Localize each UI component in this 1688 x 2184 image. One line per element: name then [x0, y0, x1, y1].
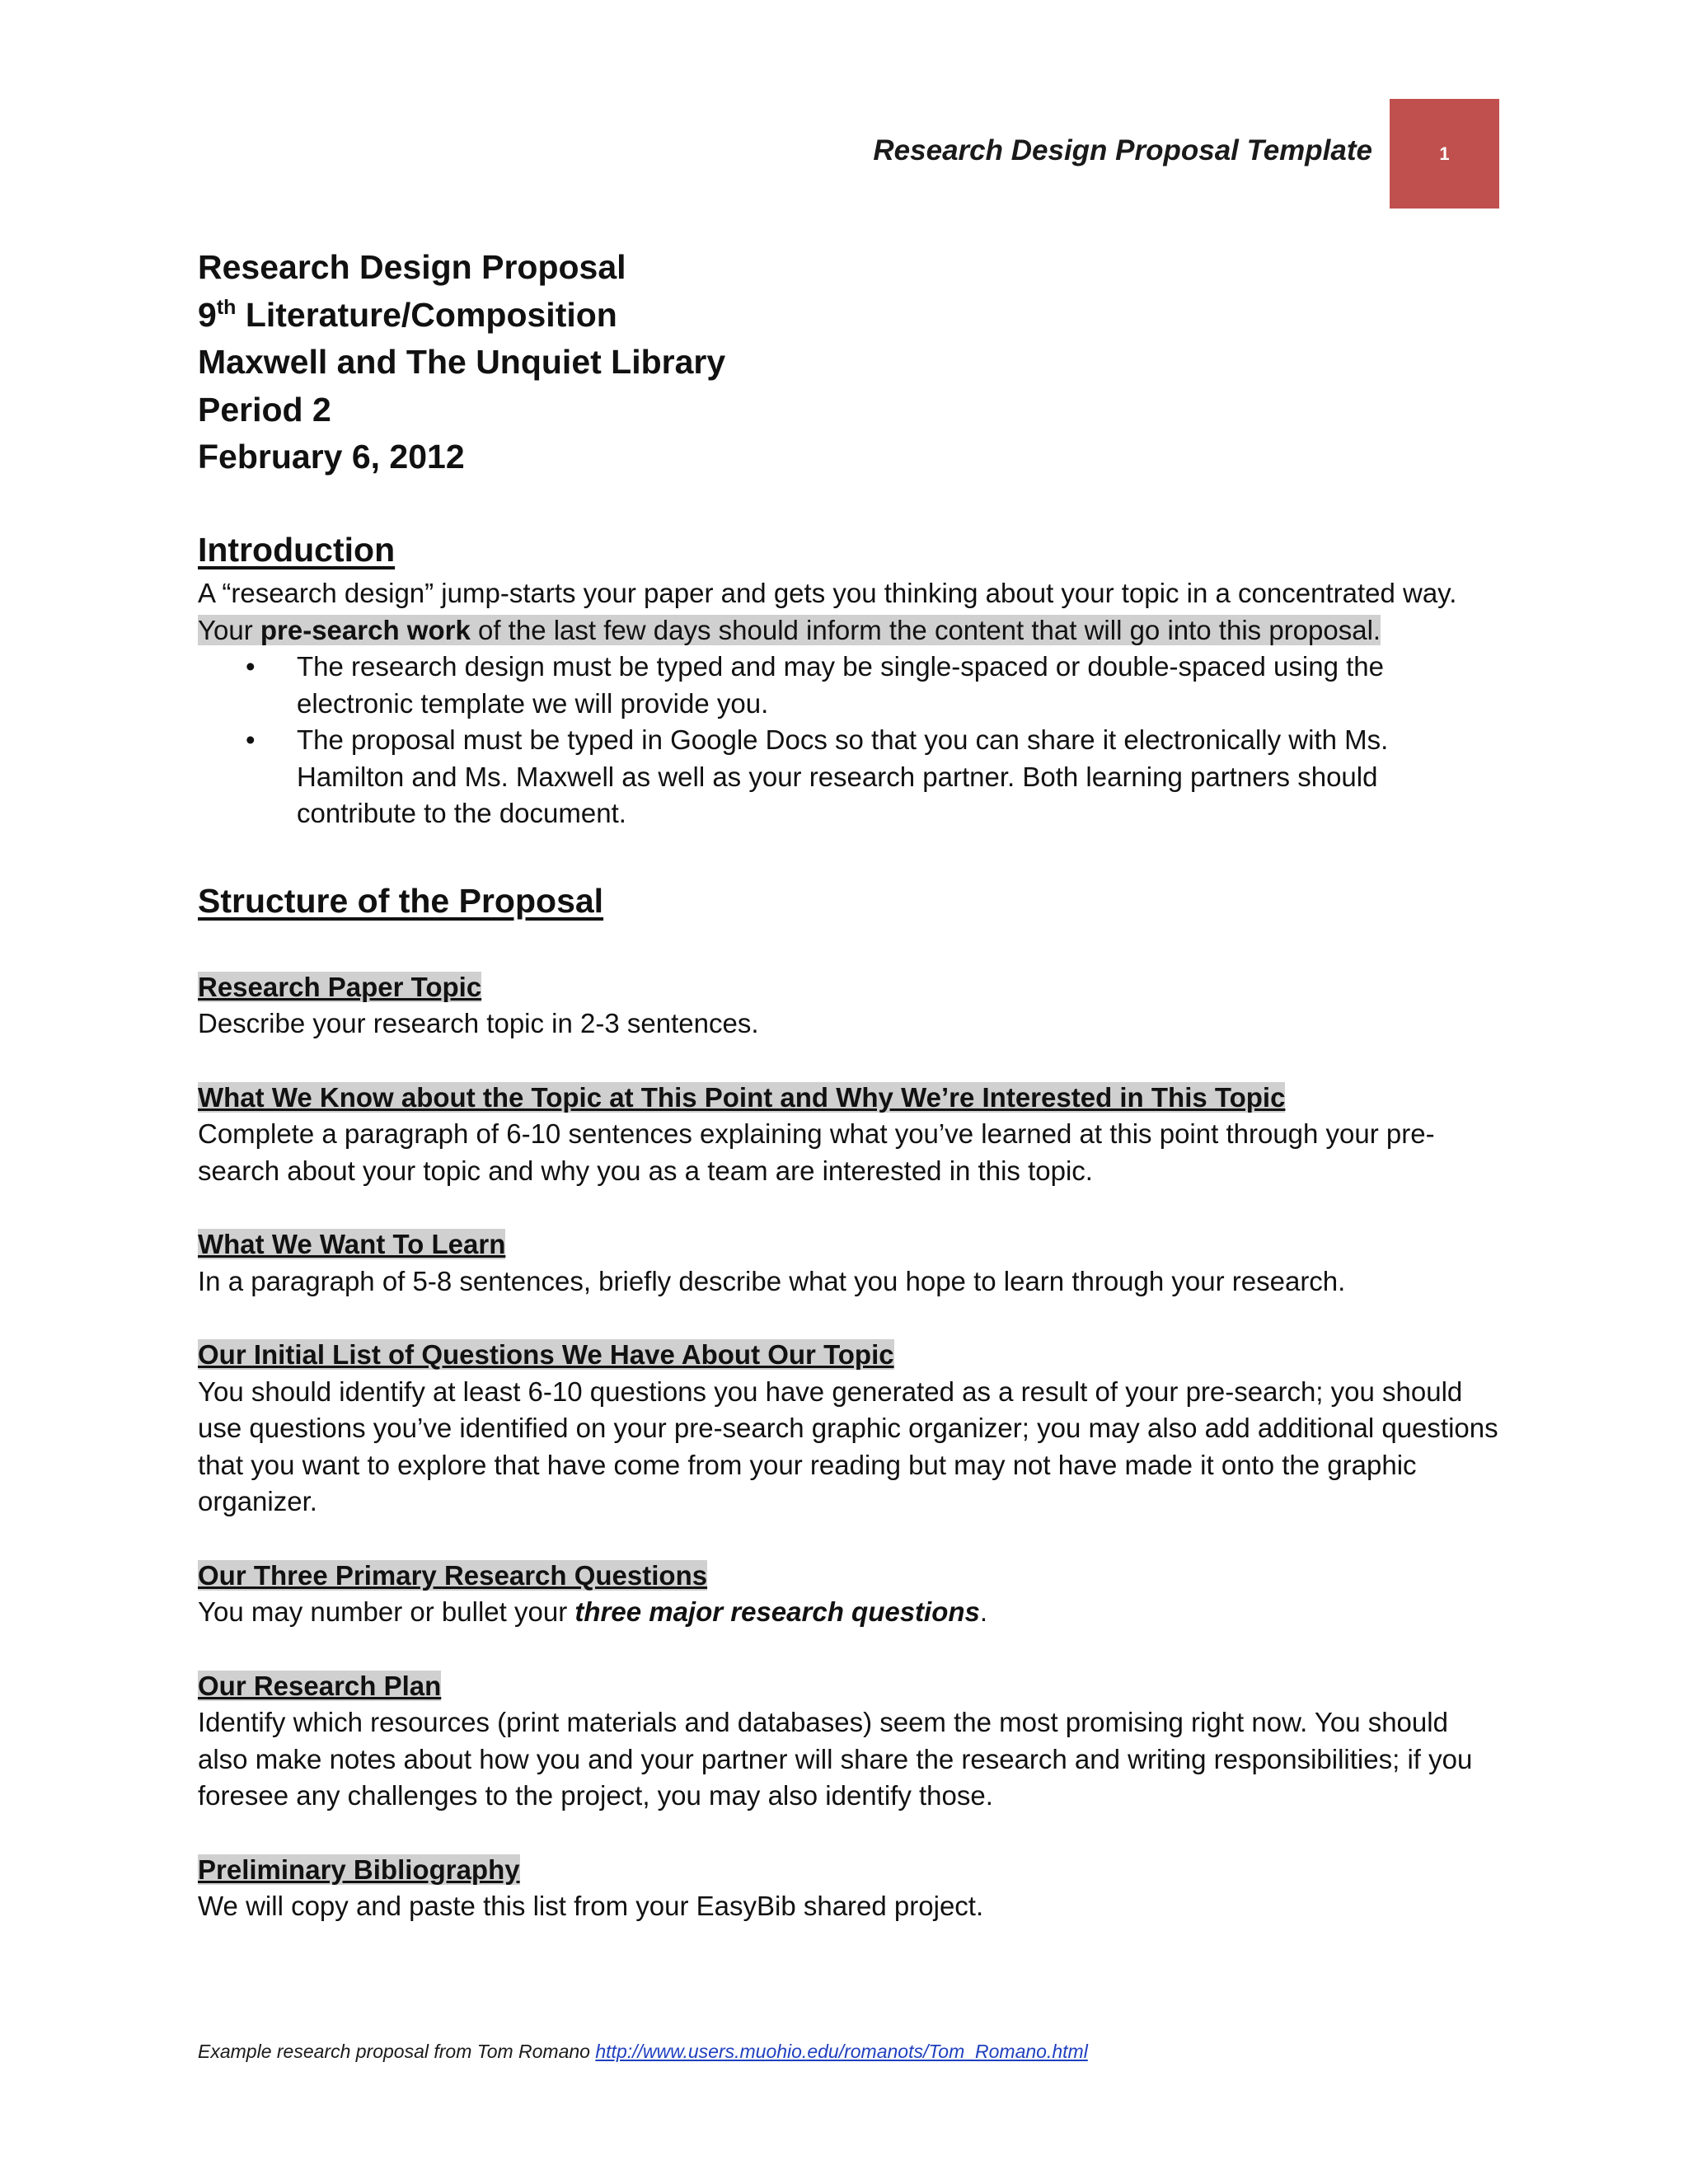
intro-hl-bold: pre-search work: [260, 614, 471, 645]
bullet-icon: •: [246, 724, 256, 755]
course-name: Literature/Composition: [236, 295, 617, 334]
page-number: 1: [1439, 143, 1450, 164]
introduction-heading: Introduction: [198, 531, 396, 569]
section-text-tail: .: [979, 1596, 988, 1627]
intro-text-highlighted: [198, 615, 1381, 645]
section-heading: [198, 1852, 1500, 1889]
structure-heading: Structure of the Proposal: [198, 881, 604, 920]
title-line-2: [198, 292, 1517, 340]
intro-hl-lead: Your: [198, 614, 260, 645]
section-text: Identify which resources (print materials and databases) seem the most promising right now. You should also make notes about how you and your partner will share the research and writing responsibilities; if you foresee any challenges to the project, you may also identify those.: [198, 1707, 1473, 1811]
introduction-paragraph: [198, 575, 1500, 649]
section-text: You should identify at least 6-10 questions you have generated as a result of your pre-search; you should use questions you’ve identified on your pre-search graphic organizer; you may also add additional questions that you want to explore that have come from your reading but may not have made it onto the graphic organizer.: [198, 1376, 1498, 1516]
bullet-icon: •: [246, 651, 256, 682]
section-text: [198, 1594, 1500, 1631]
intro-hl-tail: of the last few days should inform the content that will go into this proposal.: [470, 614, 1381, 645]
bullet-text: The research design must be typed and may be single-spaced or double-spaced using the electronic template we will provide you.: [297, 651, 1384, 719]
section-heading: [198, 1080, 1500, 1117]
section-text-lead: You may number or bullet your: [198, 1596, 575, 1627]
section-heading: [198, 1337, 1500, 1374]
section-text: Describe your research topic in 2-3 sentences.: [198, 1008, 759, 1038]
section-heading: [198, 1668, 1500, 1705]
page-number-badge: [1390, 99, 1499, 209]
section-text: In a paragraph of 5-8 sentences, briefly describe what you hope to learn through your research.: [198, 1265, 1346, 1296]
structure-section: [198, 1558, 1500, 1631]
section-text: We will copy and paste this list from your EasyBib shared project.: [198, 1891, 984, 1921]
grade-ordinal: th: [216, 295, 237, 319]
section-heading-text: What We Know about the Topic at This Point and Why We’re Interested in This Topic: [198, 1081, 1286, 1113]
structure-section: [198, 1668, 1500, 1815]
grade-number: 9: [198, 295, 217, 334]
section-heading-text: Our Initial List of Questions We Have About Our Topic: [198, 1339, 894, 1370]
title-line-1: Research Design Proposal: [198, 248, 626, 286]
section-heading-text: Our Three Primary Research Questions: [198, 1559, 708, 1591]
footer: [198, 2041, 1088, 2063]
bullet-text: The proposal must be typed in Google Docs so that you can share it electronically with Ms. Hamilton and Ms. Maxwell as well as your research partner. Both learning partners should contribute to the document.: [297, 724, 1389, 828]
section-heading-text: Our Research Plan: [198, 1670, 442, 1701]
structure-section: [198, 1852, 1500, 1925]
section-heading-text: What We Want To Learn: [198, 1229, 506, 1259]
structure-section: [198, 1080, 1500, 1190]
section-heading-text: Preliminary Bibliography: [198, 1854, 520, 1885]
list-item: [198, 722, 1500, 832]
title-line-4: Period 2: [198, 390, 331, 429]
title-block: [198, 244, 1517, 481]
section-heading: [198, 969, 1500, 1006]
intro-text-plain: A “research design” jump-starts your paper and gets you thinking about your topic in a concentrated way.: [198, 578, 1457, 608]
running-header-title: Research Design Proposal Template: [873, 134, 1372, 166]
structure-section: [198, 1226, 1500, 1300]
section-heading-text: Research Paper Topic: [198, 971, 482, 1002]
document-body: [198, 524, 1500, 1925]
footer-link[interactable]: http://www.users.muohio.edu/romanots/Tom_Romano.html: [595, 2041, 1088, 2062]
section-heading: [198, 1558, 1500, 1595]
footer-text: Example research proposal from Tom Romano: [198, 2041, 596, 2062]
title-line-5: February 6, 2012: [198, 438, 465, 476]
list-item: [198, 649, 1500, 722]
title-line-3: Maxwell and The Unquiet Library: [198, 343, 726, 381]
section-text-emphasis: three major research questions: [574, 1596, 980, 1627]
structure-section: [198, 1337, 1500, 1521]
section-heading: [198, 1226, 1500, 1263]
section-text: Complete a paragraph of 6-10 sentences explaining what you’ve learned at this point through your pre-search about your topic and why you as a team are interested in this topic.: [198, 1118, 1435, 1186]
introduction-bullet-list: [198, 649, 1500, 832]
structure-section: [198, 969, 1500, 1043]
